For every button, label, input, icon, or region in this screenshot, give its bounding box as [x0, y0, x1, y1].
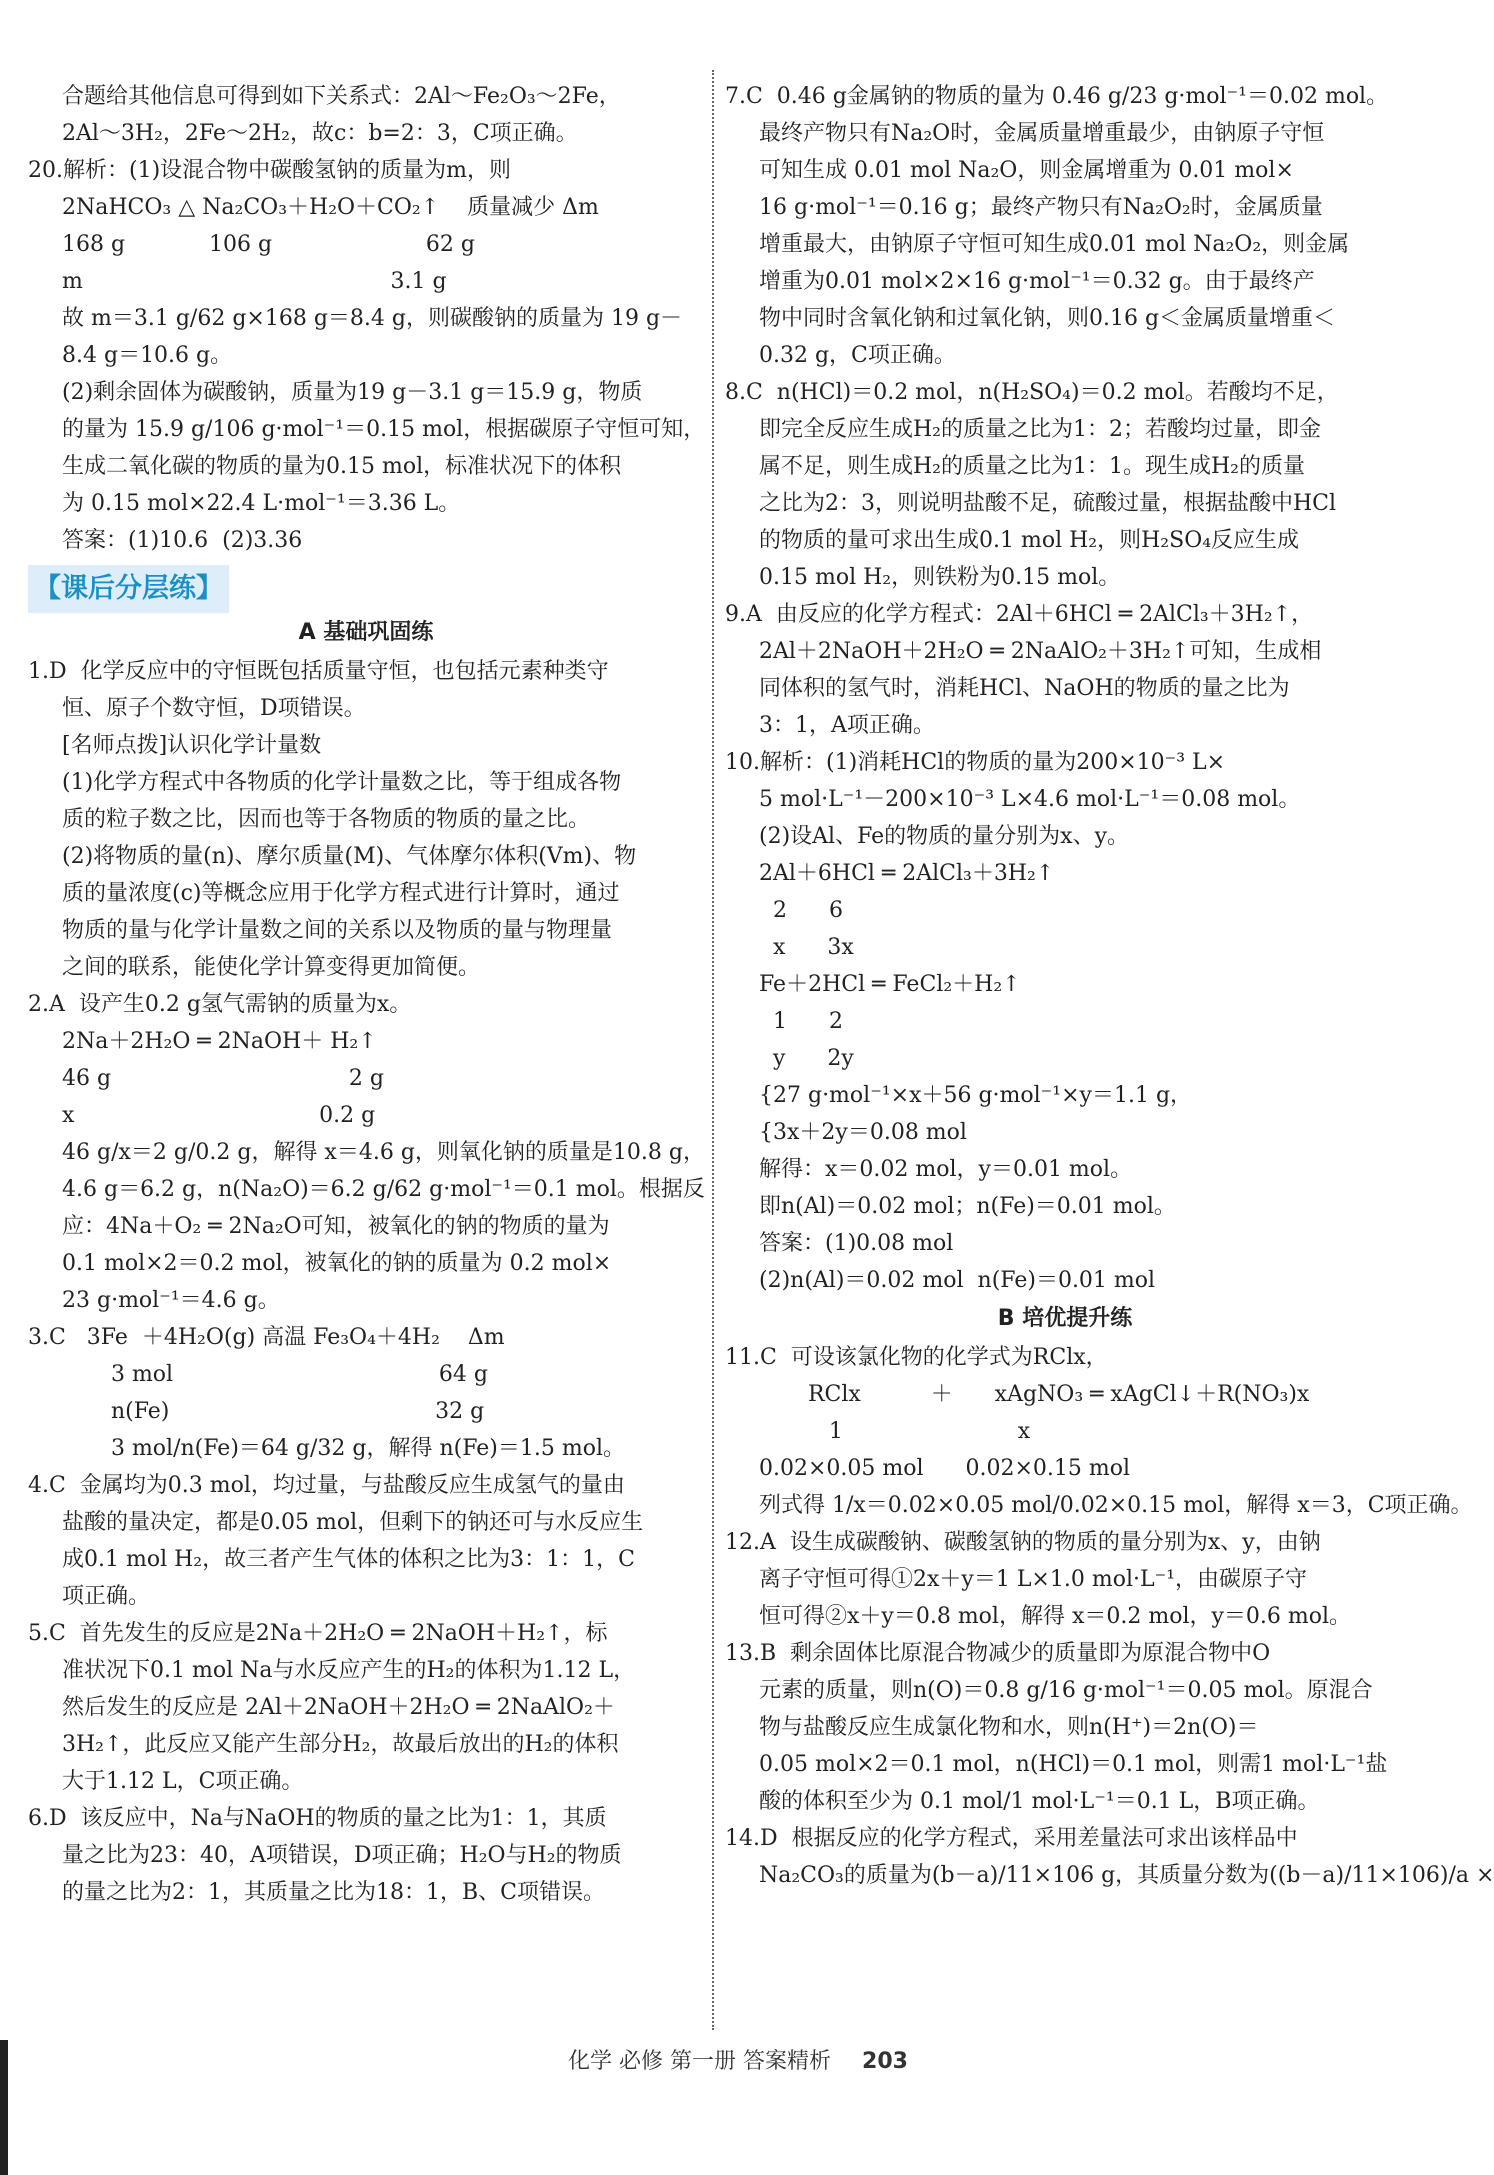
- text-line: Fe＋2HCl ═ FeCl₂＋H₂↑: [759, 972, 1021, 997]
- text-line: 质的粒子数之比，因而也等于各物质的物质的量之比。: [62, 807, 591, 832]
- text-line: 量之比为23：40，A项错误，D项正确；H₂O与H₂的物质: [62, 1843, 622, 1868]
- text-line: 最终产物只有Na₂O时，金属质量增重最少，由钠原子守恒: [759, 121, 1325, 146]
- text-line: n(Fe) 32 g: [62, 1399, 485, 1424]
- text-line: 属不足，则生成H₂的质量之比为1：1。现生成H₂的质量: [759, 454, 1306, 479]
- text-line: 0.02×0.05 mol 0.02×0.15 mol: [759, 1456, 1131, 1481]
- text-line: 为 0.15 mol×22.4 L·mol⁻¹＝3.36 L。: [62, 491, 461, 516]
- subsection-b-title: B 培优提升练: [997, 1306, 1133, 1331]
- text-line: (2)剩余固体为碳酸钠，质量为19 g－3.1 g＝15.9 g，物质: [62, 380, 643, 405]
- text-line: 3：1，A项正确。: [759, 713, 935, 738]
- text-line: 14.D 根据反应的化学方程式，采用差量法可求出该样品中: [725, 1826, 1298, 1851]
- text-line: 准状况下0.1 mol Na与水反应产生的H₂的体积为1.12 L，: [62, 1658, 636, 1683]
- text-line: 6.D 该反应中，Na与NaOH的物质的量之比为1：1，其质: [28, 1806, 607, 1831]
- page-number: 203: [862, 2049, 908, 2074]
- text-line: x 0.2 g: [62, 1103, 376, 1128]
- left-text-block: [28, 78, 704, 559]
- text-line: 然后发生的反应是 2Al＋2NaOH＋2H₂O ═ 2NaAlO₂＋: [62, 1695, 615, 1720]
- text-line: 5 mol·L⁻¹－200×10⁻³ L×4.6 mol·L⁻¹＝0.08 mol。: [759, 787, 1301, 812]
- text-line: 答案：(1)10.6 (2)3.36: [62, 528, 303, 553]
- text-line: 46 g/x＝2 g/0.2 g，解得 x＝4.6 g，则氧化钠的质量是10.8 g，: [62, 1140, 705, 1165]
- text-line: 元素的质量，则n(O)＝0.8 g/16 g·mol⁻¹＝0.05 mol。原混合: [759, 1678, 1373, 1703]
- text-line: 16 g·mol⁻¹＝0.16 g；最终产物只有Na₂O₂时，金属质量: [759, 195, 1323, 220]
- text-line: 9.A 由反应的化学方程式：2Al＋6HCl ═ 2AlCl₃＋3H₂↑，: [725, 602, 1314, 627]
- text-line: 2Al＋2NaOH＋2H₂O ═ 2NaAlO₂＋3H₂↑可知，生成相: [759, 639, 1322, 664]
- text-line: 的物质的量可求出生成0.1 mol H₂，则H₂SO₄反应生成: [759, 528, 1300, 553]
- text-line: 的量之比为2：1，其质量之比为18：1，B、C项错误。: [62, 1880, 605, 1905]
- text-line: 即完全反应生成H₂的质量之比为1：2；若酸均过量，即金: [759, 417, 1322, 442]
- text-line: 物与盐酸反应生成氯化物和水，则n(H⁺)＝2n(O)＝: [759, 1715, 1259, 1740]
- text-line: y 2y: [759, 1046, 854, 1071]
- text-line: 2Na＋2H₂O ═ 2NaOH＋ H₂↑: [62, 1029, 377, 1054]
- text-line: 2Al＋6HCl ═ 2AlCl₃＋3H₂↑: [759, 861, 1055, 886]
- text-line: 质的量浓度(c)等概念应用于化学方程式进行计算时，通过: [62, 881, 620, 906]
- text-line: 0.1 mol×2＝0.2 mol，被氧化的钠的质量为 0.2 mol×: [62, 1251, 612, 1276]
- text-line: 成0.1 mol H₂，故三者产生气体的体积之比为3：1：1，C: [62, 1547, 635, 1572]
- left-column: [28, 78, 704, 1911]
- text-line: 大于1.12 L，C项正确。: [62, 1769, 304, 1794]
- text-line: (2)设Al、Fe的物质的量分别为x、y。: [759, 824, 1130, 849]
- text-line: 4.C 金属均为0.3 mol，均过量，与盐酸反应生成氢气的量由: [28, 1473, 625, 1498]
- text-line: 13.B 剩余固体比原混合物减少的质量即为原混合物中O: [725, 1641, 1271, 1666]
- text-line: {3x＋2y＝0.08 mol: [759, 1120, 967, 1145]
- text-line: x 3x: [759, 935, 854, 960]
- text-line: 10.解析：(1)消耗HCl的物质的量为200×10⁻³ L×: [725, 750, 1226, 775]
- text-line: 物质的量与化学计量数之间的关系以及物质的量与物理量: [62, 918, 613, 943]
- right-column: [725, 78, 1494, 1894]
- column-divider: [712, 70, 714, 2030]
- text-line: 2NaHCO₃ △ Na₂CO₃＋H₂O＋CO₂↑ 质量减少 Δm: [62, 195, 599, 220]
- text-line: 0.15 mol H₂，则铁粉为0.15 mol。: [759, 565, 1121, 590]
- text-line: 酸的体积至少为 0.1 mol/1 mol·L⁻¹＝0.1 L，B项正确。: [759, 1789, 1320, 1814]
- text-line: 恒可得②x＋y＝0.8 mol，解得 x＝0.2 mol，y＝0.6 mol。: [759, 1604, 1352, 1629]
- text-line: 1 x: [759, 1419, 1031, 1444]
- text-line: 增重为0.01 mol×2×16 g·mol⁻¹＝0.32 g。由于最终产: [759, 269, 1315, 294]
- text-line: (1)化学方程式中各物质的化学计量数之比，等于组成各物: [62, 770, 622, 795]
- text-line: 2Al～3H₂，2Fe～2H₂，故c：b=2：3，C项正确。: [62, 121, 578, 146]
- text-line: 1.D 化学反应中的守恒既包括质量守恒，也包括元素种类守: [28, 659, 609, 684]
- text-line: [名师点拨]认识化学计量数: [62, 733, 322, 758]
- text-line: 1 2: [759, 1009, 843, 1034]
- text-line: 0.32 g，C项正确。: [759, 343, 956, 368]
- text-line: (2)将物质的量(n)、摩尔质量(M)、气体摩尔体积(Vm)、物: [62, 844, 637, 869]
- text-line: 之比为2：3，则说明盐酸不足，硫酸过量，根据盐酸中HCl: [759, 491, 1337, 516]
- text-line: m 3.1 g: [62, 269, 447, 294]
- text-line: {27 g·mol⁻¹×x＋56 g·mol⁻¹×y＝1.1 g，: [759, 1083, 1193, 1108]
- text-line: 项正确。: [62, 1584, 151, 1609]
- subsection-a-title: A 基础巩固练: [298, 620, 434, 645]
- text-line: 可知生成 0.01 mol Na₂O，则金属增重为 0.01 mol×: [759, 158, 1294, 183]
- text-line: 应：4Na＋O₂ ═ 2Na₂O可知，被氧化的钠的物质的量为: [62, 1214, 610, 1239]
- text-line: 物中同时含氧化钠和过氧化钠，则0.16 g＜金属质量增重＜: [759, 306, 1336, 331]
- right-text-block-2: [725, 1339, 1494, 1894]
- text-line: Na₂CO₃的质量为(b－a)/11×106 g，其质量分数为((b－a)/11×106)/a ×: [759, 1863, 1494, 1888]
- text-line: 列式得 1/x＝0.02×0.05 mol/0.02×0.15 mol，解得 x＝3，C项正确。: [759, 1493, 1473, 1518]
- text-line: 3H₂↑，此反应又能产生部分H₂，故最后放出的H₂的体积: [62, 1732, 619, 1757]
- text-line: 故 m＝3.1 g/62 g×168 g＝8.4 g，则碳酸钠的质量为 19 g－: [62, 306, 683, 331]
- text-line: 离子守恒可得①2x＋y＝1 L×1.0 mol·L⁻¹，由碳原子守: [759, 1567, 1308, 1592]
- text-line: 增重最大，由钠原子守恒可知生成0.01 mol Na₂O₂，则金属: [759, 232, 1350, 257]
- footer-title: 化学 必修 第一册 答案精析: [568, 2049, 832, 2074]
- text-line: 答案：(1)0.08 mol: [759, 1231, 954, 1256]
- text-line: 12.A 设生成碳酸钠、碳酸氢钠的物质的量分别为x、y，由钠: [725, 1530, 1321, 1555]
- page-footer: [0, 2044, 1476, 2075]
- text-line: 8.C n(HCl)＝0.2 mol，n(H₂SO₄)＝0.2 mol。若酸均不足，: [725, 380, 1339, 405]
- text-line: 3 mol/n(Fe)＝64 g/32 g，解得 n(Fe)＝1.5 mol。: [62, 1436, 625, 1461]
- text-line: 4.6 g＝6.2 g，n(Na₂O)＝6.2 g/62 g·mol⁻¹＝0.1 mol。根据反: [62, 1177, 705, 1202]
- text-line: 同体积的氢气时，消耗HCl、NaOH的物质的量之比为: [759, 676, 1290, 701]
- text-line: 恒、原子个数守恒，D项错误。: [62, 696, 366, 721]
- text-line: 生成二氧化碳的物质的量为0.15 mol，标准状况下的体积: [62, 454, 622, 479]
- text-line: 解得：x＝0.02 mol，y＝0.01 mol。: [759, 1157, 1133, 1182]
- text-line: 2.A 设产生0.2 g氢气需钠的质量为x。: [28, 992, 412, 1017]
- text-line: RClx ＋ xAgNO₃ ═ xAgCl↓＋R(NO₃)x: [759, 1382, 1310, 1407]
- text-line: 5.C 首先发生的反应是2Na＋2H₂O ═ 2NaOH＋H₂↑，标: [28, 1621, 608, 1646]
- section-title: 【课后分层练】: [28, 565, 229, 613]
- text-line: 7.C 0.46 g金属钠的物质的量为 0.46 g/23 g·mol⁻¹＝0.02 mol。: [725, 84, 1389, 109]
- text-line: 20.解析：(1)设混合物中碳酸氢钠的质量为m，则: [28, 158, 512, 183]
- text-line: 11.C 可设该氯化物的化学式为RClx，: [725, 1345, 1108, 1370]
- text-line: 的量为 15.9 g/106 g·mol⁻¹＝0.15 mol，根据碳原子守恒可知，: [62, 417, 706, 442]
- text-line: 之间的联系，能使化学计算变得更加简便。: [62, 955, 481, 980]
- text-line: 即n(Al)＝0.02 mol；n(Fe)＝0.01 mol。: [759, 1194, 1176, 1219]
- text-line: 盐酸的量决定，都是0.05 mol，但剩下的钠还可与水反应生: [62, 1510, 644, 1535]
- text-line: (2)n(Al)＝0.02 mol n(Fe)＝0.01 mol: [759, 1268, 1156, 1293]
- text-line: 46 g 2 g: [62, 1066, 384, 1091]
- text-line: 2 6: [759, 898, 843, 923]
- text-line: 0.05 mol×2＝0.1 mol，n(HCl)＝0.1 mol，则需1 mol·L⁻¹盐: [759, 1752, 1388, 1777]
- text-line: 3.C 3Fe ＋4H₂O(g) 高温 Fe₃O₄＋4H₂ Δm: [28, 1325, 505, 1350]
- text-line: 3 mol 64 g: [62, 1362, 488, 1387]
- text-line: 8.4 g＝10.6 g。: [62, 343, 233, 368]
- text-line: 168 g 106 g 62 g: [62, 232, 475, 257]
- right-text-block: [725, 78, 1405, 1299]
- text-line: 23 g·mol⁻¹＝4.6 g。: [62, 1288, 280, 1313]
- left-text-block-2: [28, 653, 704, 1911]
- text-line: 合题给其他信息可得到如下关系式：2Al～Fe₂O₃～2Fe，: [62, 84, 621, 109]
